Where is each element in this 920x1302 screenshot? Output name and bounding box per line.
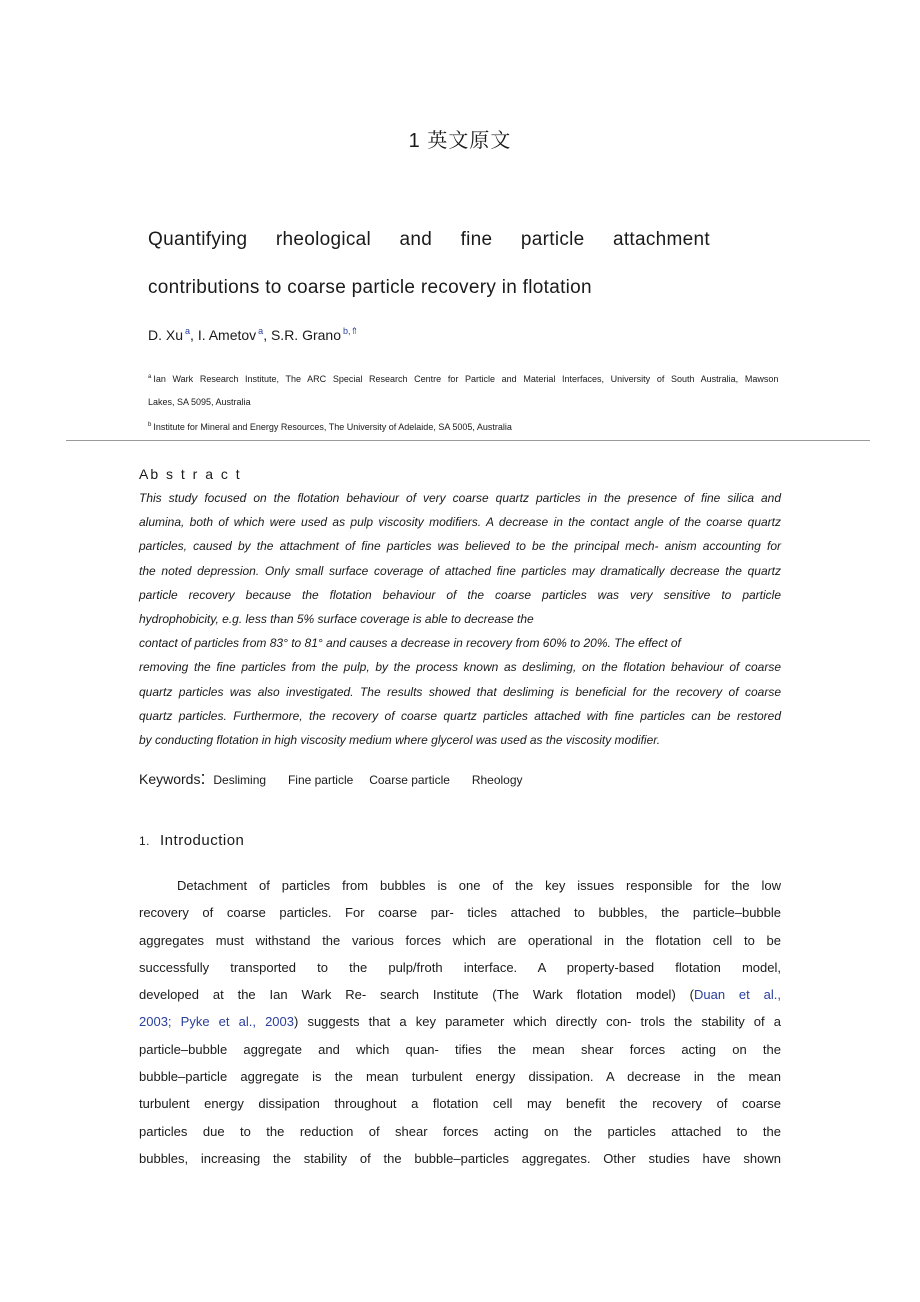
intro-text: ) suggests that a key parameter which directly con- trols the stability of a bbox=[294, 1014, 781, 1030]
intro-line: aggregates must withstand the various forces which are operational in the flotation cell to be bbox=[139, 932, 781, 948]
abstract-line: contact of particles from 83° to 81° and causes a decrease in recovery from 60% to 20%. The effect of bbox=[139, 636, 681, 651]
affiliation-text: Institute for Mineral and Energy Resources, The University of Adelaide, SA 5005, Australia bbox=[153, 422, 512, 432]
intro-line: particle–bubble aggregate and which quan- tifies the mean shear forces acting on the bbox=[139, 1041, 781, 1057]
intro-line: bubbles, increasing the stability of the bubble–particles aggregates. Other studies have shown bbox=[139, 1150, 781, 1166]
keyword-item: Desliming bbox=[213, 773, 267, 787]
abstract-line: alumina, both of which were used as pulp viscosity modifiers. A decrease in the contact angle of the coarse quartz bbox=[139, 515, 781, 530]
affiliation-marker: a bbox=[148, 374, 152, 380]
abstract-body bbox=[139, 486, 781, 752]
intro-line bbox=[139, 1008, 781, 1035]
affiliation-b bbox=[148, 414, 781, 439]
citation-link[interactable]: 2003; Pyke et al., 2003 bbox=[139, 1014, 294, 1030]
abstract-line: removing the fine particles from the pulp, by the process known as desliming, on the flotation behaviour of coarse bbox=[139, 660, 781, 675]
paper-title-line-2: contributions to coarse particle recovery in flotation bbox=[148, 277, 592, 298]
paper-title bbox=[148, 216, 710, 312]
intro-line: Detachment of particles from bubbles is one of the key issues responsible for the low bbox=[177, 878, 781, 893]
abstract-line: hydrophobicity, e.g. less than 5% surface coverage is able to decrease the bbox=[139, 612, 534, 627]
introduction-body bbox=[139, 872, 781, 1172]
abstract-line: the noted depression. Only small surface coverage of attached fine particles may dramatically decrease the quartz bbox=[139, 563, 781, 578]
abstract-line: particle recovery because the flotation behaviour of the coarse particles was very sensitive to particle bbox=[139, 587, 781, 602]
citation-link[interactable]: Duan et al., bbox=[693, 987, 781, 1003]
header-divider bbox=[66, 440, 870, 441]
author-name: D. Xu bbox=[148, 327, 184, 343]
affiliation-text: Ian Wark Research Institute, The ARC Special Research Centre for Particle and Material Interfaces, University of South Australia, Mawson bbox=[153, 374, 779, 384]
abstract-line: This study focused on the flotation behaviour of very coarse quartz particles in the presence of fine silica and bbox=[139, 491, 781, 505]
abstract-line: quartz particles was also investigated. The results showed that desliming is beneficial for the recovery of coarse bbox=[139, 684, 781, 699]
affiliation-marker: b bbox=[148, 422, 152, 428]
section-title: Introduction bbox=[160, 832, 245, 849]
abstract-line: by conducting flotation in high viscosity medium where glycerol was used as the viscosity modifier. bbox=[139, 733, 661, 748]
section-heading: 1 英文原文 bbox=[408, 130, 512, 152]
intro-line: particles due to the reduction of shear forces acting on the particles attached to the bbox=[139, 1123, 781, 1139]
affiliation-text-continued: Lakes, SA 5095, Australia bbox=[148, 397, 251, 407]
abstract-line: particles, caused by the attachment of fine particles was believed to be the principal mech- anism accounting for bbox=[139, 539, 781, 554]
abstract-heading: Ab s t r a c t bbox=[139, 466, 242, 482]
keyword-item: Rheology bbox=[471, 773, 523, 787]
author-name: I. Ametov bbox=[197, 327, 257, 343]
introduction-heading bbox=[139, 832, 244, 849]
paper-title-line-1: Quantifying rheological and fine particle attachment bbox=[148, 229, 710, 250]
author-affiliation-marker[interactable]: b,⇑ bbox=[343, 326, 359, 336]
intro-line: bubble–particle aggregate is the mean turbulent energy dissipation. A decrease in the mean bbox=[139, 1069, 781, 1085]
keyword-item: Fine particle bbox=[287, 773, 354, 787]
keywords-label: Keywords bbox=[139, 771, 201, 787]
author-list: D. Xu $^a$, I. Ametov $^a$, S.R. Grano $^{b,⇑}$ bbox=[148, 326, 359, 343]
keywords-colon: : bbox=[200, 768, 206, 788]
keywords bbox=[139, 768, 523, 789]
author-affiliation-marker[interactable]: a bbox=[185, 326, 191, 336]
intro-line: successfully transported to the pulp/froth interface. A property-based flotation model, bbox=[139, 959, 781, 975]
affiliation-a bbox=[148, 366, 781, 414]
intro-line: recovery of coarse particles. For coarse par- ticles attached to bubbles, the particle–bubble bbox=[139, 905, 781, 921]
author-name: S.R. Grano bbox=[270, 327, 341, 343]
abstract-line: quartz particles. Furthermore, the recovery of coarse quartz particles attached with fine particles can be restored bbox=[139, 708, 781, 723]
intro-line: turbulent energy dissipation throughout a flotation cell may benefit the recovery of coarse bbox=[139, 1096, 781, 1112]
keyword-item: Coarse particle bbox=[369, 773, 450, 787]
author-affiliation-marker[interactable]: a bbox=[258, 326, 264, 336]
section-number: 1. bbox=[139, 834, 151, 848]
intro-line bbox=[139, 981, 781, 1008]
intro-text: developed at the Ian Wark Re- search Institute (The Wark flotation model) ( bbox=[139, 987, 694, 1003]
